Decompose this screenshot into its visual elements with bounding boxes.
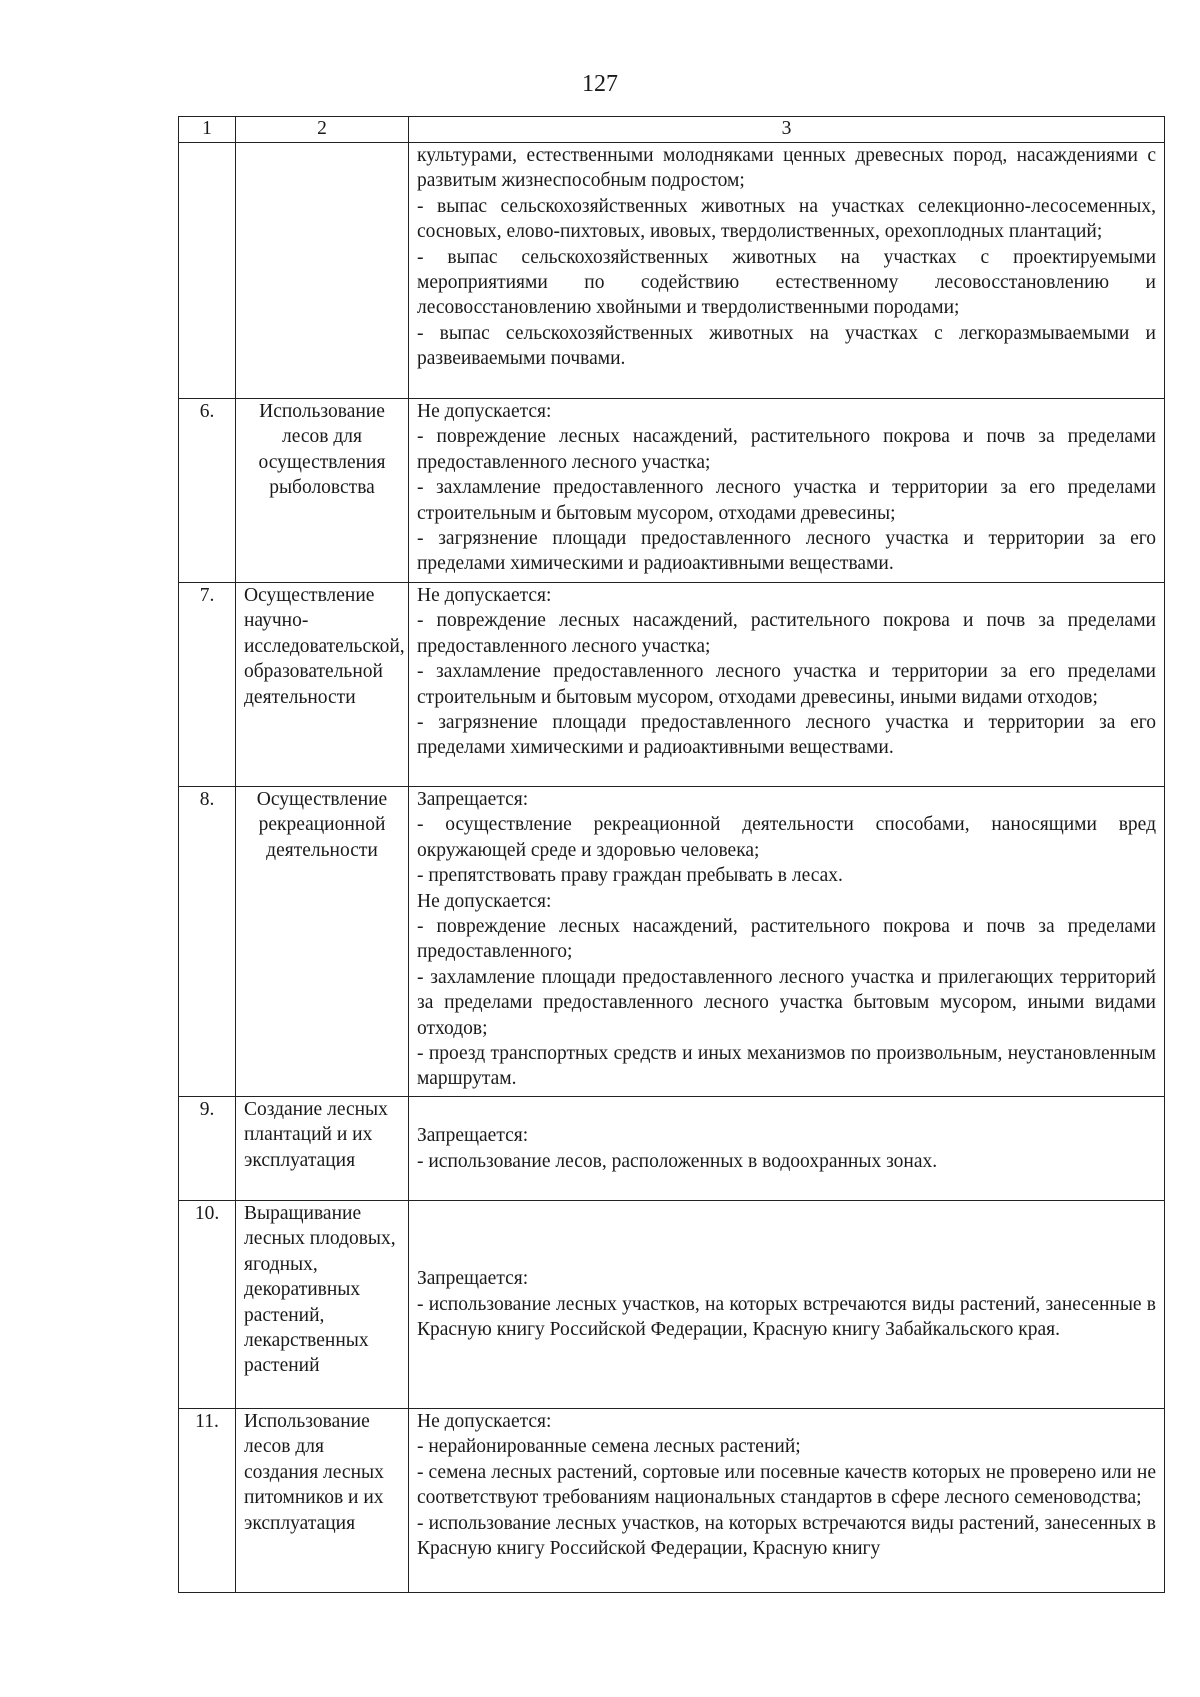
text-line: - выпас сельскохозяйственных животных на участках с легкоразмываемыми и развеиваемыми почвами.: [417, 322, 1156, 370]
text-line: - повреждение лесных насаждений, растительного покрова и почв за пределами предоставленного;: [417, 916, 1156, 963]
page-number: 127: [582, 71, 618, 97]
row-number: 9.: [179, 1097, 236, 1201]
row-text-cell: [409, 1409, 1165, 1593]
row-name: Выращивание лесных плодовых, ягодных, декоративных растений, лекарственных растений: [236, 1201, 409, 1409]
text-line: - использование лесных участков, на которых встречаются виды растений, занесенных в Красную книгу Российской Федерации, Красную книгу: [417, 1512, 1156, 1560]
text-line: - осуществление рекреационной деятельности способами, наносящими вред окружающей среде и здоровью человека;: [417, 814, 1156, 861]
row-name: Осуществление научно-исследовательской, образовательной деятельности: [236, 583, 409, 787]
row-text-cell: [409, 399, 1165, 583]
row-number-cell: [179, 143, 236, 399]
table-row-8: [179, 787, 1165, 1097]
text-line: Запрещается:: [417, 789, 529, 810]
text-line: Не допускается:: [417, 1411, 552, 1432]
table-row-10: [179, 1201, 1165, 1409]
row-text-cell: [409, 1201, 1165, 1409]
text-line: Не допускается:: [417, 401, 552, 422]
text-line: - захламление площади предоставленного лесного участка и прилегающих территорий за пределами предоставленного лесного участка бытовым мусором, иными видами отходов;: [417, 966, 1156, 1039]
regulations-table: [178, 116, 1165, 1593]
header-cell-1: 1: [179, 117, 236, 143]
row-number: 10.: [179, 1201, 236, 1409]
row-name-cell: [236, 143, 409, 399]
text-line: - повреждение лесных насаждений, растительного покрова и почв за пределами предоставленного лесного участка;: [417, 426, 1156, 473]
row-text-cell: [409, 143, 1165, 399]
row-text-cell: [409, 787, 1165, 1097]
row-text-cell: [409, 1097, 1165, 1201]
row-number: 8.: [179, 787, 236, 1097]
text-line: - загрязнение площади предоставленного лесного участка и территории за его пределами химическими и радиоактивными веществами.: [417, 528, 1156, 575]
text-line: - выпас сельскохозяйственных животных на участках селекционно-лесосеменных, сосновых, елово-пихтовых, ивовых, твердолиственных, орехоплодных плантаций;: [417, 195, 1156, 243]
text-line: - семена лесных растений, сортовые или посевные качеств которых не проверено или не соответствуют требованиям национальных стандартов в сфере лесного семеноводства;: [417, 1461, 1156, 1509]
row-name: Осуществление рекреационной деятельности: [236, 787, 409, 1097]
text-line: - использование лесов, расположенных в водоохранных зонах.: [417, 1150, 938, 1172]
row-name: Создание лесных плантаций и их эксплуатация: [236, 1097, 409, 1201]
row-number: 7.: [179, 583, 236, 787]
text-line: - захламление предоставленного лесного участка и территории за его пределами строительным и бытовым мусором, отходами древесины;: [417, 477, 1156, 524]
text-line: Не допускается:: [417, 890, 552, 912]
header-cell-2: 2: [236, 117, 409, 143]
row-name: Использование лесов для осуществления рыболовства: [236, 399, 409, 583]
text-line: - нерайонированные семена лесных растений;: [417, 1436, 801, 1458]
text-line: Не допускается:: [417, 585, 552, 606]
header-cell-3: 3: [409, 117, 1165, 143]
text-line: - захламление предоставленного лесного участка и территории за его пределами строительным и бытовым мусором, отходами древесины, иными видами отходов;: [417, 661, 1156, 708]
text-line: - использование лесных участков, на которых встречаются виды растений, занесенные в Красную книгу Российской Федерации, Красную книгу Забайкальского края.: [417, 1293, 1156, 1341]
row-number: 6.: [179, 399, 236, 583]
text-line: Запрещается:: [417, 1268, 529, 1290]
text-line: - выпас сельскохозяйственных животных на участках с проектируемыми мероприятиями по содействию естественному лесовосстановлению и лесовосстановлению хвойными и твердолиственными породами;: [417, 246, 1156, 319]
text-line: - препятствовать праву граждан пребывать в лесах.: [417, 865, 843, 887]
table-row-continuation: [179, 143, 1165, 399]
text-line: - загрязнение площади предоставленного лесного участка и территории за его пределами химическими и радиоактивными веществами.: [417, 712, 1156, 759]
table-row-9: [179, 1097, 1165, 1201]
row-text-cell: [409, 583, 1165, 787]
row-name: Использование лесов для создания лесных питомников и их эксплуатация: [236, 1409, 409, 1593]
row-number: 11.: [179, 1409, 236, 1593]
table-header-row: [179, 117, 1165, 143]
table-row-11: [179, 1409, 1165, 1593]
text-line: культурами, естественными молодняками ценных древесных пород, насаждениями с развитым жизнеспособным подростом;: [417, 145, 1156, 192]
text-line: - проезд транспортных средств и иных механизмов по произвольным, неустановленным маршрутам.: [417, 1043, 1156, 1090]
table-row-7: [179, 583, 1165, 787]
text-line: - повреждение лесных насаждений, растительного покрова и почв за пределами предоставленного лесного участка;: [417, 610, 1156, 657]
table-row-6: [179, 399, 1165, 583]
text-line: Запрещается:: [417, 1125, 529, 1147]
